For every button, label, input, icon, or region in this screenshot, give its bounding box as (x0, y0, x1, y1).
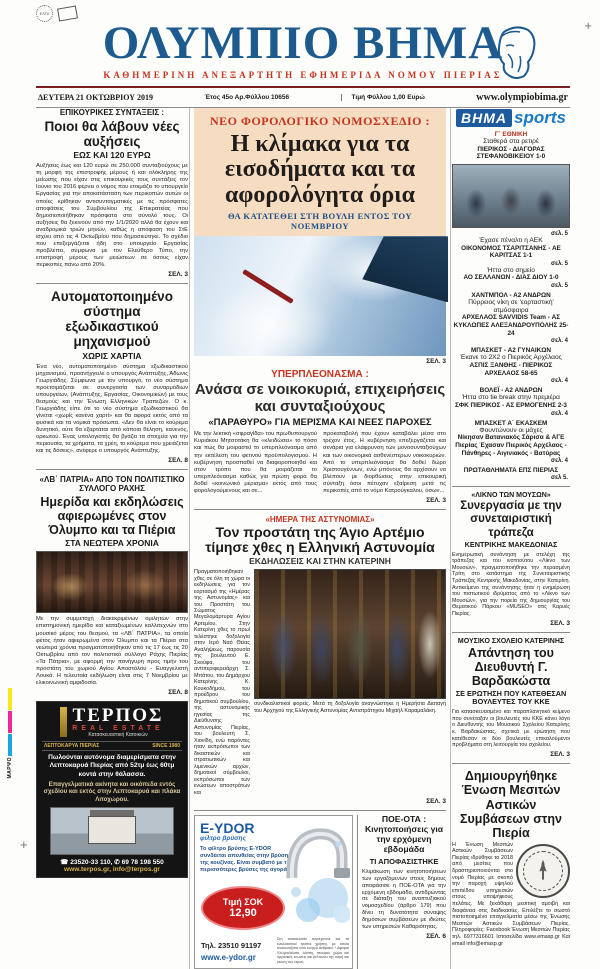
sports-category: ΒΟΛΕΪ - Α2 ΑΝΔΡΩΝ (479, 387, 543, 395)
eydor-ad-body: Το φίλτρο βρύσης E-YDOR συνδέεται απευθείας στην βρύση της κουζίνας. Είναι συμβατό με τις περισσότερες βρύσες της αγοράς. (200, 846, 292, 873)
lead-photo-pen (242, 269, 294, 304)
sports-subtitle: Πύρρειος νίκη σε 'εορταστική' ατμόσφαιρα (468, 299, 554, 314)
lead-headline-block (194, 108, 446, 236)
sports-item (452, 387, 570, 416)
terpos-location-strip (42, 741, 182, 751)
postal-circle-logo: ΕΛΤΑ (36, 5, 53, 22)
page-reference: σελ. 5 (551, 283, 568, 290)
article-body: Με την συμμετοχή διακεκριμένων ομιλητών στην επιστημονική ημερίδα και καταξιωμένων καλλιτεχνών στο μουσικό μέρος του θεσμού, τα «ΛΒ΄ ΠΑΤΡΙΑ», τα οποία φέτος ήταν αφιερωμένα στον Όλυμπο και τα Πιέρια στα νεώτερα χρόνια πραγματοποιήθηκαν από τις 17 έως τις 20 Οκτωβρίου από τον πολιτιστικό σύλλογο Ράχης Πιερίας «Τα Πάτρια», με αφορμή την πανήγυρη προς τιμήν του προστάτη του χωριού Αγίου Αποστόλου - Ευαγγελιστή Λουκά. Η τελευταία εκδήλωση είναι στις 7 Νοεμβρίου με ελικοινωνική αμφιδοσία. (36, 616, 188, 686)
article-body: Αυξήσεις έως και 120 ευρώ σε 250.000 συνταξιούχους με τη μορφή της επιστροφής μέρους ή και ολόκληρης της μείωσης που είχαν στις επικουρικές τους συντάξεις τον Ιούνιο του 2016 φέρνει ο νόμος που ετοιμάζει το υπουργείο Εργασίας για την αποκατάσταση των περικοπών αυτών οι οποίες κρίθηκαν αντισυνταγματικές με τις πρόσφατες αποφάσεις του Συμβουλίου της Επικρατείας που δημοσιοποιήθηκαν πρόσφατα στο σύνολό τους. Οι αυξήσεις θα ξεκινούν από την 1/1/2020 αλλά θα έχουν και αναδρομικά τριών μηνών, καθώς η απόφαση του ΣτΕ ισχύει από τις 4 Οκτωβρίου που δημοσιεύτηκε. Το σχέδιο που επεξεργάζεται ήδη στο υπουργείο Εργασίας προβλέπει, σύμφωνα με τον Ελεύθερο Τύπο, την επιστροφή μέρους των μειώσεων σε όσους είχαν περικοπές πάνω από 20%. (36, 163, 188, 269)
sports-item (452, 237, 570, 267)
school-body: Για κατασκευασμένο και παραπλανητικό κείμενο που συνέταξαν οι βουλευτές του ΚΚΕ κάνει λόγο ο Διευθυντής του Μουσικού Σχολείου Κατερίνης κ. Βαρδακώστας, σχετικά με ερώτηση που κατέθεσαν οι δύο βουλευτές επικαλούμενοι προβλήματα στη λειτουργία του σχολείου. (452, 709, 570, 749)
zeus-head-logo (490, 22, 542, 80)
page-reference: ΣΕΛ. 3 (550, 750, 570, 758)
sports-category: ΜΠΑΣΚΕΤ Α΄ ΕΚΑΣΚΕΜ (474, 419, 548, 427)
sports-team-photo (452, 164, 570, 228)
sports-logo-word: sports (514, 108, 566, 127)
sports-category: ΜΠΑΣΚΕΤ - Α2 ΓΥΝΑΙΚΩΝ (470, 347, 552, 355)
surplus-body-col1: Με την λεκτική «σφραγίδα» του πρωθυπουργού Κυριάκου Μητσοτάκη θα «κλειδώσει» το πόσο και πώς θα μοιραστεί το υπερπλεόνασμα από την εκτέλεση του φετινού προϋπολογισμού. Η κυβέρνηση προσπαθεί να διαφοροποιηθεί και στον τρόπο που θα μοιράζεται το υπερπλεόνασμα καθώς για πρώτη φορά θα δοθεί «κοινωνικό μέρισμα» εκτός από τους φορολογούμενους και σε... (194, 431, 317, 494)
sports-subtitle: Έχασε πέναλτι η ΑΕΚ (479, 236, 543, 244)
bhma-sports-logo (452, 108, 570, 128)
bhma-logo-box: ΒΗΜΑ (456, 109, 512, 127)
sports-match: ΑΣΠΙΣ ΞΑΝΘΗΣ - ΠΙΕΡΙΚΟΣ ΑΡΧΕΛΑΟΣ 58-65 (469, 361, 553, 377)
church-ceremony-photo (36, 551, 188, 613)
sports-subtitle: Ήττα στο tie break στην πρεμιέρα (462, 394, 560, 402)
sports-match: ΣΦΚ ΠΙΕΡΙΚΟΣ - ΑΣ ΕΡΜΟΓΕΝΗΣ 2-3 (455, 401, 567, 409)
police-ceremony-photo (254, 569, 446, 699)
terpos-website: www.terpos.gr, info@terpos.gr (64, 865, 160, 873)
police-kicker: «ΗΜΕΡΑ ΤΗΣ ΑΣΤΥΝΟΜΙΑΣ» (265, 514, 375, 524)
sports-item (452, 267, 570, 289)
terpos-ad-text-2: Επαγγελματικά ακίνητα και οικόπεδα εντός σχεδίου και εκτός στην Λεπτοκαρυά και πλάκα Λιτοχώρου. (43, 780, 181, 804)
divider (194, 509, 446, 510)
website-url: www.olympiobima.gr (476, 92, 568, 103)
eydor-logo: E-YDOR (200, 820, 255, 837)
issue-price: Τιμή Φύλλου 1,00 Ευρώ (341, 94, 425, 101)
school-title: Απάντηση του Διευθυντή Γ. Βαρδακώστα (468, 645, 554, 689)
page-reference: ΣΕΛ. 8 (168, 689, 188, 697)
divider (36, 283, 188, 284)
union-body (452, 842, 570, 948)
article-title: Ποιοι θα λάβουν νέες αυξήσεις (44, 119, 180, 150)
surplus-body-col2: προκαταβολή που έχουν καταβάλει μέσα στο τρέχον έτος. Η κυβέρνηση επεξεργάζεται και σενάρια για ελάφρυνση των μονοσυνταξιούχων και των οικονομικά ασθενέστερων νοικοκυριών. Από το υπερπλεόνασμα θα δοθεί δώρο Χριστουγέννων, ενώ μπόνους θα αρχίσουν να βλέπουν με διορθώσεις στην επικουρική σύνταξη όσοι πέτυχαν εξαίρεση μετά τις περικοπές από το νόμο Κατρούγκαλου, όσων... (323, 431, 446, 494)
yellow-chip (8, 688, 12, 710)
eydor-fine-print: Στη συσκευασία περιέχονται και τα εναλλακτικοί τρόποι χρήσης, με οποία συσκευάζεται από ενεργό άνθρακα. * Αφαιρεί Χλώριο/άλατα, λάσπη, σκουριά, χώμα και οργανικές ενώσεις και βελτιώνει την οσμή και γεύση του νερού. (277, 937, 349, 964)
divider (452, 632, 570, 633)
sports-subtitle: Έκανε το 2Χ2 ο Πιερικός Αρχέλαος (460, 354, 562, 362)
terpos-logo (42, 706, 182, 738)
article-extrajudicial (36, 289, 188, 464)
surplus-subhead: «ΠΑΡΑΘΥΡΟ» ΓΙΑ ΜΕΡΙΣΜΑ ΚΑΙ ΝΕΕΣ ΠΑΡΟΧΕΣ (208, 417, 432, 429)
likno-title: Συνεργασία με την συνεταιριστική τράπεζα (460, 500, 562, 539)
page-reference: ΣΕΛ. 3 (168, 271, 188, 279)
likno-subtitle: ΚΕΝΤΡΙΚΗΣ ΜΑΚΕΔΟΝΙΑΣ (464, 539, 558, 549)
lead-subhead: ΘΑ ΚΑΤΑΤΕΘΕΙ ΣΤΗ ΒΟΥΛΗ ΕΝΤΟΣ ΤΟΥ ΝΟΕΜΒΡΙΟΥ (227, 211, 413, 232)
terpos-logo-bar (60, 707, 67, 737)
sports-match: ΑΟ ΣΕΛΛΑΝΩΝ - ΔΙΑΣ ΔΙΟΥ 1-0 (463, 274, 559, 282)
eydor-filter-ad (194, 815, 353, 969)
newspaper-subtitle: ΚΑΘΗΜΕΡΙΝΗ ΑΝΕΞΑΡΤΗΤΗ ΕΦΗΜΕΡΙΔΑ ΝΟΜΟΥ ΠΙΕΡΙΑΣ (103, 70, 503, 80)
sports-subtitle: Φουντώνουν οι μάχες (479, 426, 543, 434)
sports-category: ΠΡΩΤΑΘΛΗΜΑΤΑ ΕΠΣ ΠΙΕΡΙΑΣ (463, 467, 559, 475)
sports-item (452, 420, 570, 465)
article-kicker: ΕΠΙΚΟΥΡΙΚΕΣ ΣΥΝΤΑΞΕΙΣ : (59, 108, 165, 117)
sports-match: ΟΙΚΟΝΟΜΟΣ ΤΣΑΡΙΤΣΑΝΗΣ - ΑΕ ΚΑΡΙΤΣΑΣ 1-1 (461, 244, 561, 260)
school-subtitle: ΣΕ ΕΡΩΤΗΣΗ ΠΟΥ ΚΑΤΕΘΕΣΑΝ ΒΟΥΛΕΥΤΕΣ ΤΟΥ ΚΚΕ (455, 688, 567, 707)
terpos-brand-name: ΤΕΡΠΟΣ (72, 705, 164, 727)
newspaper-title: ΟΛΥΜΠΙΟ ΒΗΜΑ (102, 17, 504, 69)
lead-photo-documents (194, 236, 446, 356)
article-kicker: «ΛΒ΄ ΠΑΤΡΙΑ» ΑΠΟ ΤΟΝ ΠΟΛΙΤΙΣΤΙΚΟ ΣΥΛΛΟΓΟ ΡΑΧΗΣ (39, 475, 185, 494)
dateline-bar (36, 86, 570, 108)
issue-date: ΔΕΥΤΕΡΑ 21 ΟΚΤΩΒΡΙΟΥ 2019 (38, 93, 154, 102)
sports-category: ΧΑΝΤΜΠΟΛ - Α2 ΑΝΔΡΩΝ (471, 292, 551, 300)
divider (452, 486, 570, 487)
cyan-chip (8, 734, 12, 756)
print-color-strip (7, 688, 13, 779)
page-reference: σελ 5. (551, 475, 568, 482)
union-seal-emblem (516, 844, 570, 898)
article-subtitle: ΧΩΡΙΣ ΧΑΡΤΙΑ (82, 350, 142, 361)
lead-headline: Η κλίμακα για τα εισοδήματα και τα αφορολόγητα όρια (224, 131, 416, 208)
print-strip-label: ΜΑΡΨΟ (7, 757, 13, 779)
union-body-text: Η Ένωση Μεσιτών Αστικών Συμβάσεων Πιερίας ιδρύθηκε το 2018 από μεσίτες που δραστηριοποιούνται στο νομό Πιερίας με σκοπό την παροχή υψηλού επιπέδου υπηρεσιών στους υποψήφιους πελάτες. Με ξεκάθαρη μεσιτική αμοιβή και διαφάνεια στις διαδικασίες. Επιλέξτε το σωστό πιστοποιημένο επαγγελματία μέσω της Ένωσης Μεσιτών Αστικών Συμβάσεων Πιερίας. Πληροφορίες: Facebook Ένωση Μεσιτών Πιερίας τηλ. 6977316601 Ιστοσελίδα www.emasp.gr Και email info@emasp.gr (452, 841, 570, 947)
terpos-location: ΛΕΠΤΟΚΑΡΥΑ ΠΙΕΡΙΑΣ (44, 743, 100, 750)
likno-kicker: «ΛΙΚΝΟ ΤΩΝ ΜΟΥΣΩΝ» (471, 492, 551, 500)
police-subhead: ΕΚΔΗΛΩΣΕΙΣ ΚΑΙ ΣΤΗΝ ΚΑΤΕΡΙΝΗ (249, 556, 391, 567)
article-title: Αυτοματοποιημένο σύστημα εξωδικαστικού μηχανισμού (51, 289, 173, 350)
police-side-body: Πραγματοποιήθηκαν χθες σε όλη τη χώρα οι εκδηλώσεις για τον εορτασμό της «Ημέρας της Αστυνομίας» και του Προστάτη του Σώματος Μεγαλομάρτυρα Αγίου Αρτεμίου. Στην Κατερίνη χθες το πρωί τελέστηκε δοξολογία στον Ιερό Ναό Θείας Αναλήψεως, παρουσία της βουλευτού Ε. Σκούφα, του αντιπεριφερειάρχη Σ. Μπάτου, του Δημάρχου Κατερίνης Κ. Κουκοδήμου, του προέδρου του δημοτικού συμβουλίου, της αστυνομικής ηγεσίας της Διεύθυνσης Αστυνομίας Πιερίας, του βουλευτή Σ. Χιονίδη, ενώ παρόντες ήταν εκπρόσωποι των δικαστικών και στρατιωτικών και λιμενικών αρχών, δημοτικοί σύμβουλοι, εκπρόσωποι των ενώσεων αποστράτων και (194, 569, 250, 796)
article-surplus (194, 369, 446, 504)
eydor-price-badge (203, 888, 283, 928)
right-column (452, 108, 570, 947)
article-patria (36, 475, 188, 696)
masthead (36, 17, 570, 80)
page-reference: ΣΕΛ. 3 (426, 798, 446, 806)
sports-match: ΠΙΕΡΙΚΟΣ - ΔΙΑΓΟΡΑΣ ΣΤΕΦΑΝΟΒΙΚΕΙΟΥ 1-0 (476, 145, 546, 161)
terpos-brand-tagline: Κατασκευαστική Κατοικιών (88, 732, 148, 739)
page-reference: σελ. 4 (551, 458, 568, 465)
eydor-price-value: 12,90 (229, 907, 257, 920)
terpos-brand-sub: REAL ESTATE (72, 725, 164, 733)
issue-number: Έτος 45ο Αρ.Φύλλου 10656 (204, 94, 290, 101)
surplus-headline: Ανάσα σε νοικοκυριά, επιχειρήσεις και συνταξιούχους (194, 381, 446, 415)
article-poe-ota (357, 815, 446, 969)
sports-match: ΑΡΧΕΛΑΟΣ SAVVIDIS Team - ΑΣ ΚΥΚΛΩΠΕΣ ΑΛΕΞΑΝΔΡΟΥΠΟΛΗΣ 25-24 (453, 314, 569, 337)
sports-item (452, 347, 570, 384)
union-title: Δημιουργήθηκε Ένωση Μεσιτών Αστικών Συμβάσεων στην Πιερία (460, 768, 562, 841)
page-reference: ΣΕΛ. 3 (426, 358, 446, 366)
article-music-school (452, 638, 570, 758)
magenta-chip (8, 711, 12, 733)
lead-story (194, 108, 446, 365)
police-headline: Τον προστάτη της Άγιο Αρτέμιο τίμησε χθες η Ελληνική Αστυνομία (205, 523, 435, 555)
lead-photo-sleeve (362, 236, 448, 302)
article-police-day (194, 515, 446, 805)
terpos-phones: ☎ 23520-33 110, ✆ 69 78 198 550 (60, 858, 164, 866)
school-kicker: ΜΟΥΣΙΚΟ ΣΧΟΛΕΙΟ ΚΑΤΕΡΙΝΗΣ (457, 637, 565, 645)
page-reference: ΣΕΛ. 6 (426, 933, 446, 941)
sports-category: Γ΄ ΕΘΝΙΚΗ (494, 131, 528, 138)
terpos-house-photo (50, 807, 174, 855)
eydor-website: www.e-ydor.gr (201, 953, 256, 963)
terpos-ad-text-1: Πωλούνται αυτόνομα διαμερίσματα στην Λεπτοκαρυά Πιερίας από 52τμ έως 60τμ κοντά στην θάλασσα. (48, 754, 176, 778)
article-subtitle: ΕΩΣ ΚΑΙ 120 ΕΥΡΩ (73, 150, 151, 161)
police-photo-caption: συνδικαλιστικοί φορείς. Μετά τη δοξολογία αναγνώστηκε η Ημερήσια Διαταγή του Αρχηγού της Ελληνικής Αστυνομίας Αντιστράτηγου Μιχαήλ Καραμαλάκη. (254, 701, 446, 714)
article-pensions (36, 108, 188, 278)
left-column (36, 108, 188, 878)
article-union (452, 769, 570, 947)
likno-body: Ενημερωτική συνάντηση με στελέχη της τράπεζας και του ινστιτούτου «Λίκνο των Μουσών», πραγματοποιήθηκε την περασμένη Τρίτη στο κατάστημα της Συνεταιριστικής Τράπεζας Κεντρικής Μακεδονίας, στην Κατερίνη. Αντικείμενο της συνάντησης ήταν η ενημέρωση του πιστωτικού ιδρύματος από το «Λίκνο των Μουσών», για την πορεία της δημιουργίας του Θεματικού Πάρκου «MUSEO» στις Καρυές Πιερίας. (452, 551, 570, 617)
center-column (189, 108, 451, 969)
sports-subtitle: Ήττα στο σημείο (487, 266, 535, 274)
bottom-row (194, 810, 446, 969)
article-subtitle: ΣΤΑ ΝΕΩΤΕΡΑ ΧΡΟΝΙΑ (65, 538, 159, 549)
page-reference: ΣΕΛ. 3 (426, 496, 446, 504)
article-likno (452, 492, 570, 626)
surplus-kicker: ΥΠΕΡΠΛΕΟΝΑΣΜΑ : (271, 369, 369, 381)
article-body: Ένα νέο, αυτοματοποιημένο σύστημα εξωδικαστικού μηχανισμού, προανήγγειλε ο υπουργός Ανάπτυξης, Άδωνις Γεωργιάδης. Σύμφωνα με τον υπουργό, το νέο σύστημα προετοιμάζεται σε συνεργασία των συναρμόδιων υπουργείων, (Ανάπτυξης, Εργασίας, Οικονομικών) με τους θεσμούς και την Ένωση Ελληνικών Τραπεζών. Ο κ. Γεωργιάδης είπε ότι το νέο σύστημα εξωδικαστικού θα γίνεται «χωρίς κανένα χαρτί» και θα αφορά εκτός από τα φυσικά και τα νομικά πρόσωπα. «Δεν θα είναι το κούρεμα δυνητικό, ούτε θα εξαρτάται από κάποια θέληση, κανενός, ορκωτού. Ένας υπολογιστής θα βγάζει τα στοιχεία για την περιουσία, τα χρήματα, τα χρέη, το κούρεμα που χρειάζεται και τις δόσεις», ανέφερε ο υπουργός Ανάπτυξης. (36, 363, 188, 455)
eydor-logo-sub: φίλτρο βρύσης (200, 835, 246, 843)
eydor-faucet-graphic (272, 818, 350, 928)
sports-item (452, 292, 570, 344)
sports-item (452, 131, 570, 237)
page-reference: σελ. 5 (551, 230, 568, 237)
divider (36, 469, 188, 470)
sports-item (452, 467, 570, 481)
divider (452, 763, 570, 764)
lead-kicker: ΝΕΟ ΦΟΡΟΛΟΓΙΚΟ ΝΟΜΟΣΧΕΔΙΟ : (210, 114, 430, 128)
page-reference: σελ. 4 (551, 410, 568, 417)
sports-match: Νίκησαν Βατανιακός Σάρισα & ΑΓΕ Πιερίας Έχασαν Πιερικός Αρχέλαος - Πάνθηρες - Αιγινιακός - Βατύρας (455, 434, 567, 457)
page-reference: ΣΕΛ. 8 (168, 457, 188, 465)
eydor-price-label: Τιμή ΣΟΚ (222, 897, 264, 908)
page-reference: σελ. 5 (551, 260, 568, 267)
page-reference: σελ. 4 (551, 378, 568, 385)
terpos-real-estate-ad (36, 701, 188, 878)
crop-mark-bottom-left: + (20, 837, 28, 852)
terpos-since: SINCE 1980 (152, 743, 180, 750)
article-title: Ημερίδα και εκδηλώσεις αφιερωμένες στον Όλυμπο και τα Πιέρια (40, 495, 184, 538)
crop-mark-top-right: + (584, 18, 592, 33)
poe-body: Κλιμάκωση των κινητοποιήσεων των εργαζόμενων στους δήμους αποφάσισε η ΠΟΕ-ΟΤΑ για την ερχόμενη εβδομάδα, αντιδρώντας σε διάταξη του αναπτυξιακού νομοσχεδίου (άρθρο 179) που δίνει τη δυνατότητα σύναψης δημόσιων συμβάσεων με ιδιώτες των υπηρεσιών Καθαριότητας. (362, 868, 446, 931)
page-reference: ΣΕΛ. 3 (550, 619, 570, 627)
page-reference: σελ. 4 (551, 338, 568, 345)
eydor-phone: Τηλ. 23510 91197 (201, 941, 262, 951)
poe-subtitle: ΤΙ ΑΠΟΦΑΣΙΣΤΗΚΕ (369, 856, 439, 866)
sports-subtitle: Σταθερά στα ρετιρέ (483, 138, 539, 145)
poe-title: ΠΟΕ-ΟΤΑ : Κινητοποιήσεις για την ερχόμενη εβδομάδα (364, 814, 444, 854)
